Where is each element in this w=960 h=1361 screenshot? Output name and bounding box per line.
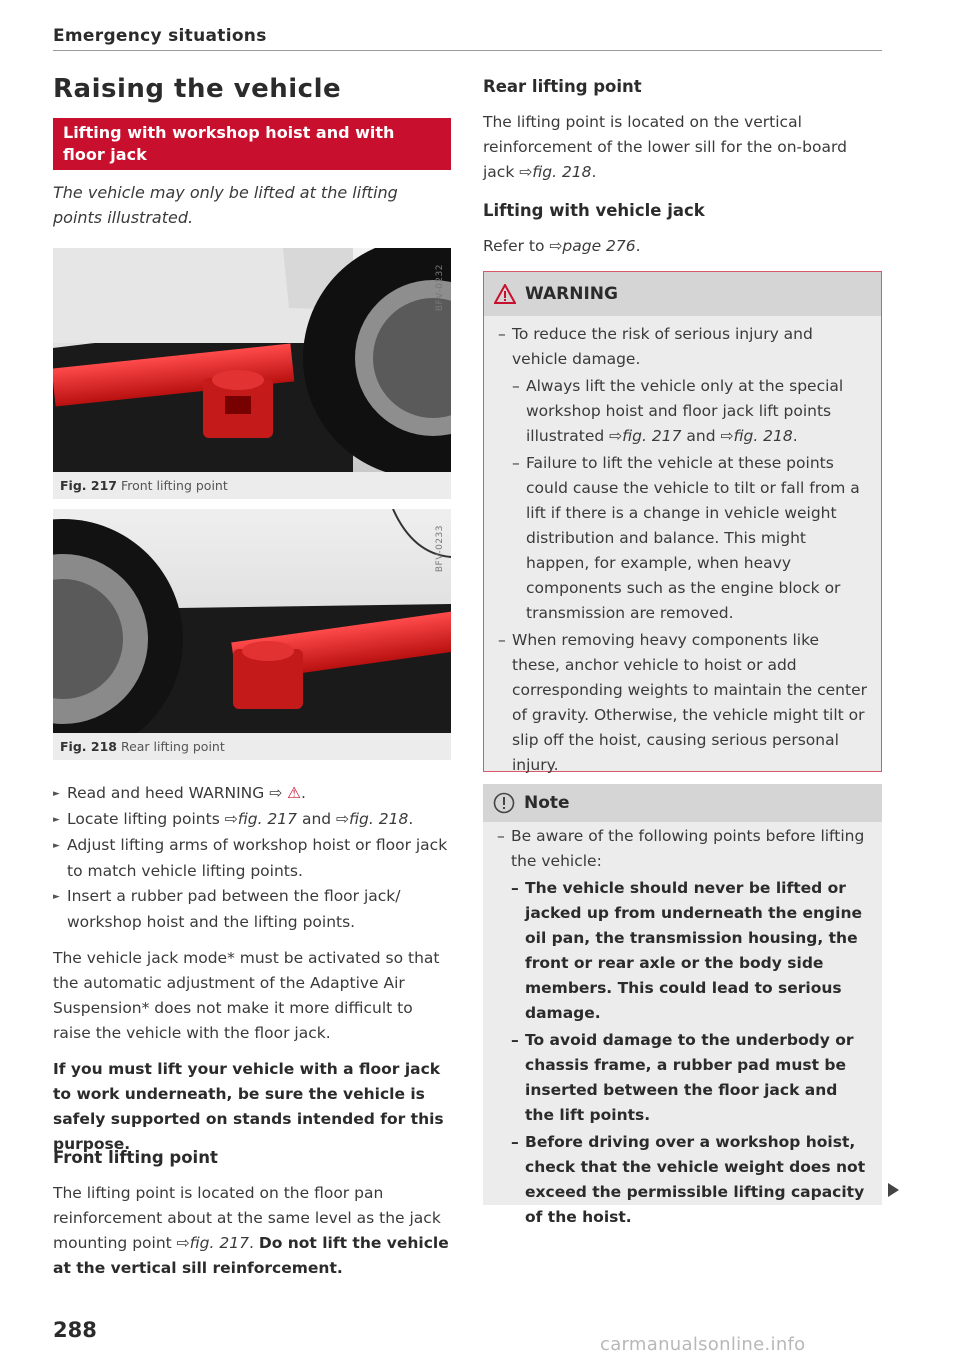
figure-caption-text: Front lifting point <box>120 478 228 493</box>
figure-link[interactable]: fig. 218 <box>733 427 793 445</box>
rear-lifting-heading: Rear lifting point <box>483 77 642 96</box>
note-content <box>483 822 882 1230</box>
step-item: ► Locate lifting points ⇨fig. 217 and ⇨fig. 218. <box>53 807 451 833</box>
intro-text: The vehicle may only be lifted at the lifting points illustrated. <box>53 183 398 227</box>
figure-217 <box>53 248 451 499</box>
figure-218 <box>53 509 451 760</box>
arrow-right-icon: ⇨ <box>720 427 734 445</box>
figure-link[interactable]: fig. 217 <box>237 810 298 828</box>
rear-lifting-point-image <box>53 509 451 733</box>
page-title: Raising the vehicle <box>53 74 342 104</box>
warning-box <box>483 271 882 772</box>
figure-label: Fig. 217 <box>60 478 117 493</box>
note-title: Note <box>524 793 570 813</box>
figure-code: BFV-0232 <box>435 264 445 312</box>
warning-triangle-icon <box>494 284 516 304</box>
figure-caption <box>53 472 451 499</box>
header-divider <box>53 50 882 51</box>
arrow-right-icon: ⇨ <box>549 237 563 255</box>
note-sublist <box>497 876 870 1230</box>
continue-arrow-icon <box>888 1183 899 1197</box>
arrow-right-icon: ⇨ <box>609 427 623 445</box>
warning-item: – Always lift the vehicle only at the special workshop hoist and floor jack lift points illustrated ⇨fig. 217 and ⇨fig. 218. <box>512 374 871 449</box>
step-item: ► Read and heed WARNING ⇨ ⚠. <box>53 781 451 807</box>
note-item: – The vehicle should never be lifted or jacked up from underneath the engine oil pan, the transmission housing, the front or rear axle or the body side members. This could lead to serious damage. <box>511 876 870 1026</box>
steps-list <box>53 781 451 935</box>
page-number: 288 <box>53 1318 97 1342</box>
note-info-icon <box>493 792 515 814</box>
note-box <box>483 784 882 1226</box>
section-header: Emergency situations <box>53 26 267 46</box>
figure-caption <box>53 733 451 760</box>
warning-item: – To reduce the risk of serious injury and vehicle damage. <box>498 322 871 372</box>
warning-title: WARNING <box>525 284 618 304</box>
figure-link[interactable]: fig. 217 <box>189 1234 249 1252</box>
warning-item: – When removing heavy components like these, anchor vehicle to hoist or add corresponding weights to maintain the center of gravity. Otherwise, the vehicle might tilt or slip off the hoist, causing serious personal injury. <box>498 628 871 778</box>
note-item: – Be aware of the following points before lifting the vehicle: <box>497 824 870 874</box>
arrow-right-icon: ⇨ <box>269 784 283 802</box>
note-item: – To avoid damage to the underbody or chassis frame, a rubber pad must be inserted between the floor jack and the lift points. <box>511 1028 870 1128</box>
figure-link[interactable]: fig. 218 <box>532 163 592 181</box>
front-lifting-text: The lifting point is located on the floor pan reinforcement about at the same level as the jack mounting point ⇨fig. 217. Do not lift the vehicle at the vertical sill reinforcement. <box>53 1184 449 1277</box>
rear-lifting-text: The lifting point is located on the vertical reinforcement of the lower sill for the on-board jack ⇨fig. 218. <box>483 113 847 181</box>
warning-sublist <box>498 374 871 626</box>
note-header <box>483 784 882 822</box>
arrow-right-icon: ⇨ <box>176 1234 190 1252</box>
arrow-right-icon: ⇨ <box>224 810 238 828</box>
figure-code: BFV-0233 <box>435 525 445 573</box>
floor-jack-warning-text: If you must lift your vehicle with a floor jack to work underneath, be sure the vehicle is safely supported on stands intended for this purpose. <box>53 1060 444 1153</box>
vehicle-jack-text: Refer to ⇨page 276. <box>483 237 641 255</box>
figure-label: Fig. 218 <box>60 739 117 754</box>
note-item: – Before driving over a workshop hoist, check that the vehicle weight does not exceed the permissible lifting capacity of the hoist. <box>511 1130 870 1230</box>
figure-link[interactable]: fig. 217 <box>622 427 682 445</box>
figure-caption-text: Rear lifting point <box>120 739 225 754</box>
arrow-right-icon: ⇨ <box>519 163 533 181</box>
warning-triangle-icon: ⚠ <box>287 784 302 802</box>
subsection-title: Lifting with workshop hoist and with floor jack <box>53 118 451 170</box>
warning-header <box>484 272 881 316</box>
watermark: carmanualsonline.info <box>600 1334 806 1355</box>
jack-mode-text: The vehicle jack mode* must be activated so that the automatic adjustment of the Adaptive Air Suspension* does not make it more difficult to raise the vehicle with the floor jack. <box>53 949 440 1042</box>
front-lifting-point-image <box>53 248 451 472</box>
page-link[interactable]: page 276 <box>562 237 636 255</box>
front-lifting-heading: Front lifting point <box>53 1148 218 1167</box>
vehicle-jack-heading: Lifting with vehicle jack <box>483 201 705 220</box>
step-item: ► Adjust lifting arms of workshop hoist or floor jack to match vehicle lifting points. <box>53 833 451 884</box>
arrow-right-icon: ⇨ <box>336 810 350 828</box>
warning-item: – Failure to lift the vehicle at these points could cause the vehicle to tilt or fall from a lift if there is a change in vehicle weight distribution and balance. This might happen, for example, when heavy components such as the engine block or transmission are removed. <box>512 451 871 626</box>
warning-content <box>484 316 881 778</box>
figure-link[interactable]: fig. 218 <box>349 810 409 828</box>
step-item: ► Insert a rubber pad between the floor jack/ workshop hoist and the lifting points. <box>53 884 451 935</box>
